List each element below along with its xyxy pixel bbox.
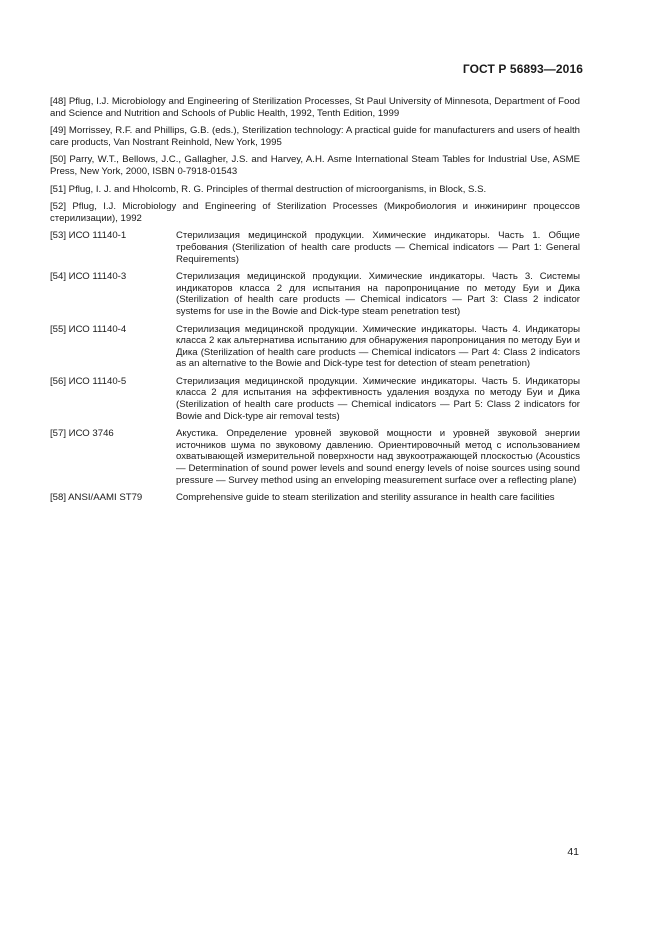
reference-52: [52] Pflug, I.J. Microbiology and Engineering of Sterilization Processes (Микробиология и инжиниринг процессов стерилизации), 1992 <box>50 201 580 224</box>
reference-50: [50] Parry, W.T., Bellows, J.C., Gallagher, J.S. and Harvey, A.H. Asme International Steam Tables for Industrial Use, ASME Press, New York, 2000, ISBN 0-7918-01543 <box>50 154 580 177</box>
standard-row <box>50 376 580 428</box>
standard-title: Стерилизация медицинской продукции. Химические индикаторы. Часть 4. Индикаторы класса 2 как альтернатива испытанию для обнаружения паропроницания по методу Буи и Дика (Sterilization of health care products — Chemical indicators — Part 4: Class 2 indicators as an alternative to the Bowie and Dick-type test for detection of steam penetration) <box>176 323 580 370</box>
standard-row <box>50 492 580 510</box>
standard-title: Стерилизация медицинской продукции. Химические индикаторы. Часть 3. Системы индикаторов класса 2 для испытания на паропроницание по методу Буи и Дика (Sterilization of health care products — Chemical indicators — Part 3: Class 2 indicator systems for use in the Bowie and Dick-type steam penetration test) <box>176 271 580 317</box>
standard-code: [56] ИСО 11140-5 <box>50 375 127 387</box>
standard-row <box>50 230 580 271</box>
standard-code: [57] ИСО 3746 <box>50 428 114 440</box>
standard-title: Стерилизация медицинской продукции. Химические индикаторы. Часть 5. Индикаторы класса 2 для испытания на эффективность удаления воздуха по методу Буи и Дика (Sterilization of health care products — Chemical indicators — Part 5: Class 2 indicators for Bowie and Dick-type air removal tests) <box>176 375 580 422</box>
standard-title: Стерилизация медицинской продукции. Химические индикаторы. Часть 1. Общие требования (Sterilization of health care products — Chemical indicators — Part 1: General Requirements) <box>176 230 580 265</box>
standard-title: Comprehensive guide to steam sterilization and sterility assurance in health care facilities <box>176 492 555 504</box>
standard-code: [53] ИСО 11140-1 <box>50 230 127 242</box>
standard-code: [55] ИСО 11140-4 <box>50 323 127 335</box>
standards-table <box>50 230 580 509</box>
standard-code: [58] ANSI/AAMI ST79 <box>50 492 143 504</box>
reference-51: [51] Pflug, I. J. and Hholcomb, R. G. Principles of thermal destruction of microorganisms, in Block, S.S. <box>50 183 487 195</box>
standard-code: [54] ИСО 11140-3 <box>50 271 127 283</box>
reference-48: [48] Pflug, I.J. Microbiology and Engineering of Sterilization Processes, St Paul University of Minnesota, Department of Food and Science and Nutrition and Schools of Public Health, 1992, Tenth Edition, 1999 <box>50 96 580 119</box>
standard-title: Акустика. Определение уровней звуковой мощности и уровней звуковой энергии источников шума по звуковому давлению. Ориентировочный метод с использованием охватывающей измерительной поверхности над звукоотражающей плоскостью (Acoustics — Determination of sound power levels and sound energy levels of noise sources using sound pressure — Survey method using an enveloping measurement surface over a reflecting plane) <box>176 428 580 486</box>
standard-header: ГОСТ Р 56893—2016 <box>462 62 583 76</box>
standard-row <box>50 271 580 323</box>
page-number: 41 <box>567 846 579 858</box>
standard-row <box>50 428 580 492</box>
standard-row <box>50 324 580 376</box>
bibliography <box>50 96 580 510</box>
reference-49: [49] Morrissey, R.F. and Phillips, G.B. (eds.), Sterilization technology: A practical guide for manufacturers and users of health care products, Van Nostrant Reinhold, New York, 1995 <box>50 125 580 148</box>
